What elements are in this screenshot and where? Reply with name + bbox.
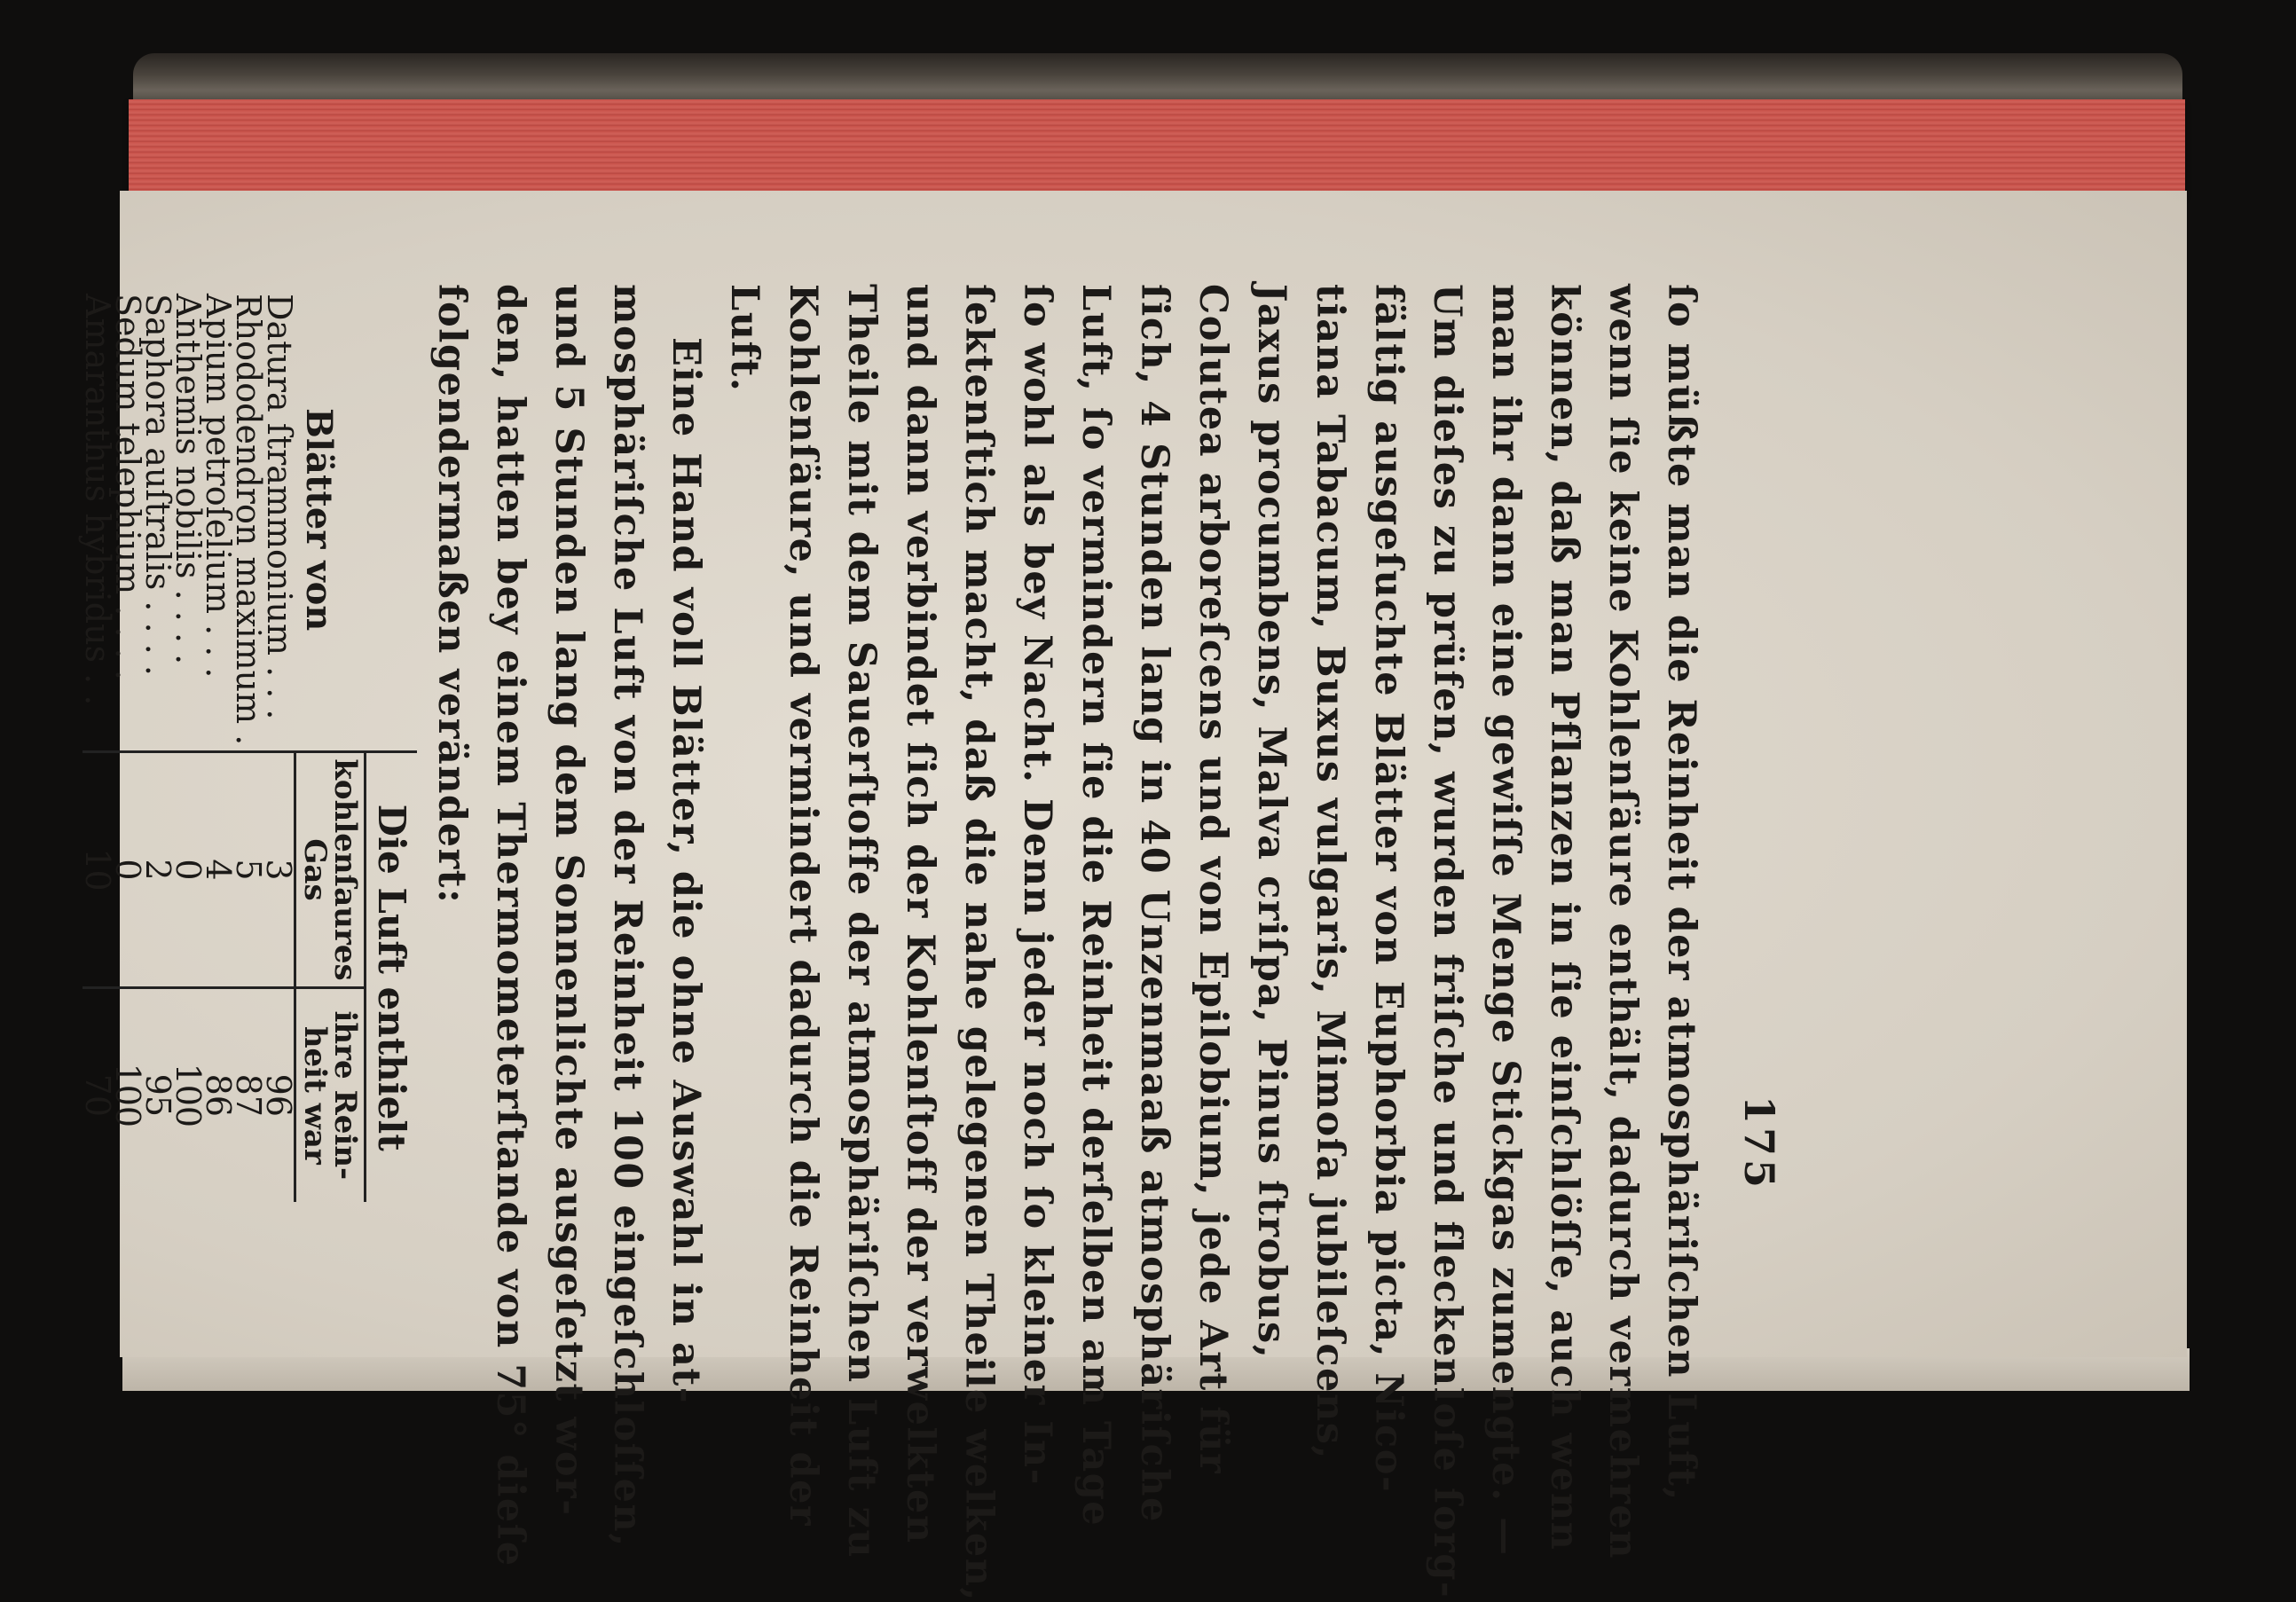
cell-gas: 4 [203,752,233,987]
table-row [263,288,295,1202]
table-row [113,288,143,1202]
column-header-plants: Blätter von [295,288,418,752]
column-group-header: Die Luft enthielt [366,752,418,1202]
cell-plant: Rhododendron maximum . [233,288,263,752]
text-line: und 5 Stunden lang dem Sonnenlichte ausgeſetzt wor- [546,284,591,1517]
text-line: man ihr dann eine gewiſſe Menge Stickgas zumengte. — [1483,284,1528,1557]
text-line: ſo wohl als bey Nacht. Denn jeder noch ſo kleiner In- [1015,284,1059,1486]
text-line: Um dieſes zu prüfen, wurden friſche und fleckenloſe ſorg- [1425,284,1469,1599]
text-line: Kohlenſäure, und vermindert dadurch die Reinheit der [781,284,825,1527]
cell-purity: 87 [229,1073,268,1117]
cell-plant: Saphora auſtralis . . . . [143,288,173,752]
table-row [173,288,203,1202]
cell-gas: 5 [233,752,263,987]
text-line: Eine Hand voll Blätter, die ohne Auswahl in at- [664,337,708,1405]
cell-purity: 86 [199,1073,238,1117]
cell-purity: 95 [138,1073,177,1117]
text-line: können, daß man Pflanzen in ſie einſchlöſſe, auch wenn [1542,284,1586,1551]
cell-gas: 3 [263,752,295,987]
cell-gas: 2 [143,752,173,987]
text-line: Theile mit dem Sauerſtoffe der atmosphäriſchen Luft zu [839,284,884,1559]
column-header-gas: kohlenſaures Gas [295,752,366,987]
text-line: Jaxus procumbens, Malva criſpa, Pinus ſtrobus, [1249,284,1293,1360]
table-row [233,288,263,1202]
text-line: wenn ſie keine Kohlenſäure enthält, dadurch vermehren [1600,284,1645,1560]
text-line: Luft, ſo vermindern ſie die Reinheit derſelben am Tage [1073,284,1118,1527]
column-header-purity: ihre Rein- heit war [295,987,366,1202]
text-line: ſich, 4 Stunden lang in 40 Unzenmaaß atmosphäriſche [1132,284,1176,1523]
cell-gas: 0 [173,752,203,987]
data-table [78,288,417,1202]
text-line: ſektenſtich macht, daß die nahe gelegenen Theile welken, [956,284,1001,1602]
page-edge-red [129,99,2185,195]
text-line: Luft. [722,284,767,393]
text-line: mosphäriſche Luft von der Reinheit 100 eingeſchloſſen, [605,284,649,1548]
cell-plant: Anthemis nobilis . . . . [173,288,203,752]
text-line: fältig ausgeſuchte Blätter von Euphorbia picta, Nico- [1366,284,1411,1494]
text-line: Colutea arboreſcens und von Epilobium, jede Art für [1191,284,1235,1475]
cell-purity: 100 [169,1063,208,1128]
table-row [203,288,233,1202]
text-line: und dann verbindet ſich der Kohlenſtoff der verwelkten [898,284,942,1544]
text-line: folgendermaßen verändert: [429,284,474,905]
page-content-rotated [78,191,2187,1602]
book-page [78,191,2187,1602]
cell-plant: Amaranthus hybridus . . [83,288,113,752]
cell-purity: 70 [78,1073,117,1117]
text-line: ſo müßte man die Reinheit der atmosphäriſchen Luft, [1659,284,1703,1502]
cell-purity: 96 [259,1073,298,1117]
text-line: tiana Tabacum, Buxus vulgaris, Mimoſa jubileſcens, [1308,284,1352,1460]
page-number: 175 [1735,1095,1783,1192]
cell-plant: Apium petroſelium . . . [203,288,233,752]
text-line: den, hatten bey einem Thermometerſtande von 75° dieſe [488,284,532,1567]
cell-gas: 0 [113,752,143,987]
cell-purity: 100 [108,1063,147,1128]
cell-plant: Sedum telephium . . . . [113,288,143,752]
cell-gas: 10 [83,752,113,987]
cell-plant: Datura ſtrammonium . . . [263,288,295,752]
data-table-wrapper [78,288,417,1264]
